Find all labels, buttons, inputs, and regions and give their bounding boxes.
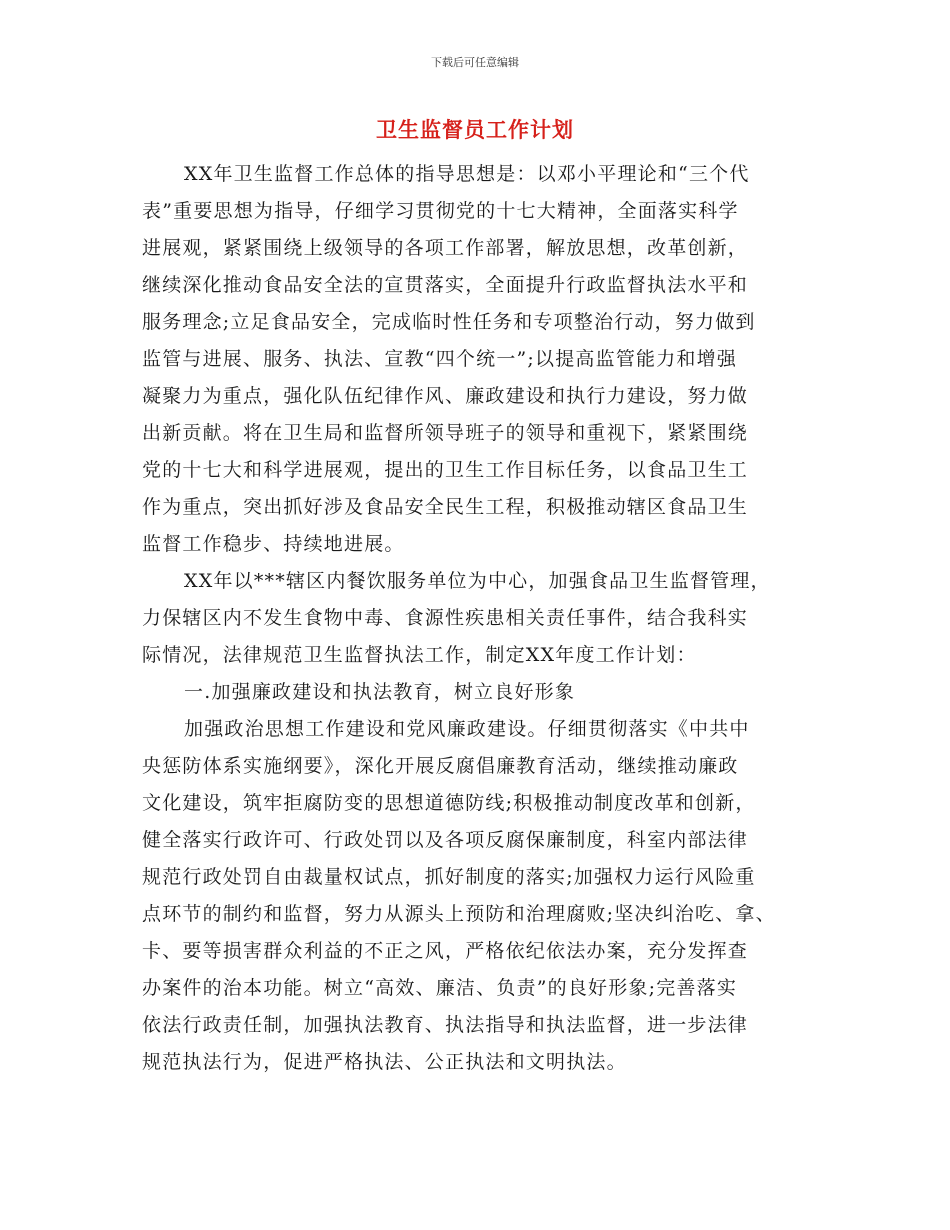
paragraph-line: 表”重要思想为指导，仔细学习贯彻党的十七大精神，全面落实科学 — [142, 200, 739, 222]
paragraph-line: 健全落实行政许可、行政处罚以及各项反腐保廉制度，科室内部法律 — [142, 829, 749, 851]
paragraph-line: 作为重点，突出抓好涉及食品安全民生工程，积极推动辖区食品卫生 — [142, 496, 749, 518]
paragraph-line: 加强政治思想工作建设和党风廉政建设。仔细贯彻落实《中共中 — [184, 718, 750, 740]
paragraph-line: 进展观，紧紧围绕上级领导的各项工作部署，解放思想，改革创新， — [142, 237, 749, 259]
paragraph-line: 党的十七大和科学进展观，提出的卫生工作目标任务，以食品卫生工 — [142, 459, 749, 481]
paragraph-line: 办案件的治本功能。树立“高效、廉洁、负责”的良好形象;完善落实 — [142, 977, 738, 999]
paragraph-line: 规范行政处罚自由裁量权试点，抓好制度的落实;加强权力运行风险重 — [142, 866, 756, 888]
paragraph-line: 依法行政责任制，加强执法教育、执法指导和执法监督，进一步法律 — [142, 1014, 749, 1036]
paragraph-line: XX年卫生监督工作总体的指导思想是：以邓小平理论和“三个代 — [184, 163, 750, 185]
paragraph-line: 继续深化推动食品安全法的宣贯落实，全面提升行政监督执法水平和 — [142, 274, 749, 296]
paragraph-line: 监督工作稳步、持续地进展。 — [142, 533, 405, 555]
document-body — [142, 156, 812, 1081]
paragraph-line: 点环节的制约和监督，努力从源头上预防和治理腐败;坚决纠治吃、拿、 — [142, 903, 776, 925]
paragraph-line: 卡、要等损害群众利益的不正之风，严格依纪依法办案，充分发挥查 — [142, 940, 749, 962]
paragraph-line: 际情况，法律规范卫生监督执法工作，制定XX年度工作计划： — [142, 644, 697, 666]
section-heading: 一.加强廉政建设和执法教育，树立良好形象 — [184, 681, 576, 703]
paragraph-line: 央惩防体系实施纲要》，深化开展反腐倡廉教育活动，继续推动廉政 — [142, 755, 739, 777]
paragraph-line: 文化建设，筑牢拒腐防变的思想道德防线;积极推动制度改革和创新， — [142, 792, 756, 814]
download-note: 下载后可任意编辑 — [431, 56, 519, 69]
paragraph-line: XX年以***辖区内餐饮服务单位为中心，加强食品卫生监督管理， — [184, 570, 771, 592]
paragraph-line: 规范执法行为，促进严格执法、公正执法和文明执法。 — [142, 1051, 627, 1073]
paragraph-line: 力保辖区内不发生食物中毒、食源性疾患相关责任事件，结合我科实 — [142, 607, 749, 629]
paragraph-line: 服务理念;立足食品安全，完成临时性任务和专项整治行动，努力做到 — [142, 311, 756, 333]
document-title: 卫生监督员工作计划 — [376, 118, 574, 142]
paragraph-line: 凝聚力为重点，强化队伍纪律作风、廉政建设和执行力建设，努力做 — [142, 385, 749, 407]
paragraph-line: 出新贡献。将在卫生局和监督所领导班子的领导和重视下，紧紧围绕 — [142, 422, 749, 444]
paragraph-line: 监管与进展、服务、执法、宣教“四个统一”;以提高监管能力和增强 — [142, 348, 738, 370]
